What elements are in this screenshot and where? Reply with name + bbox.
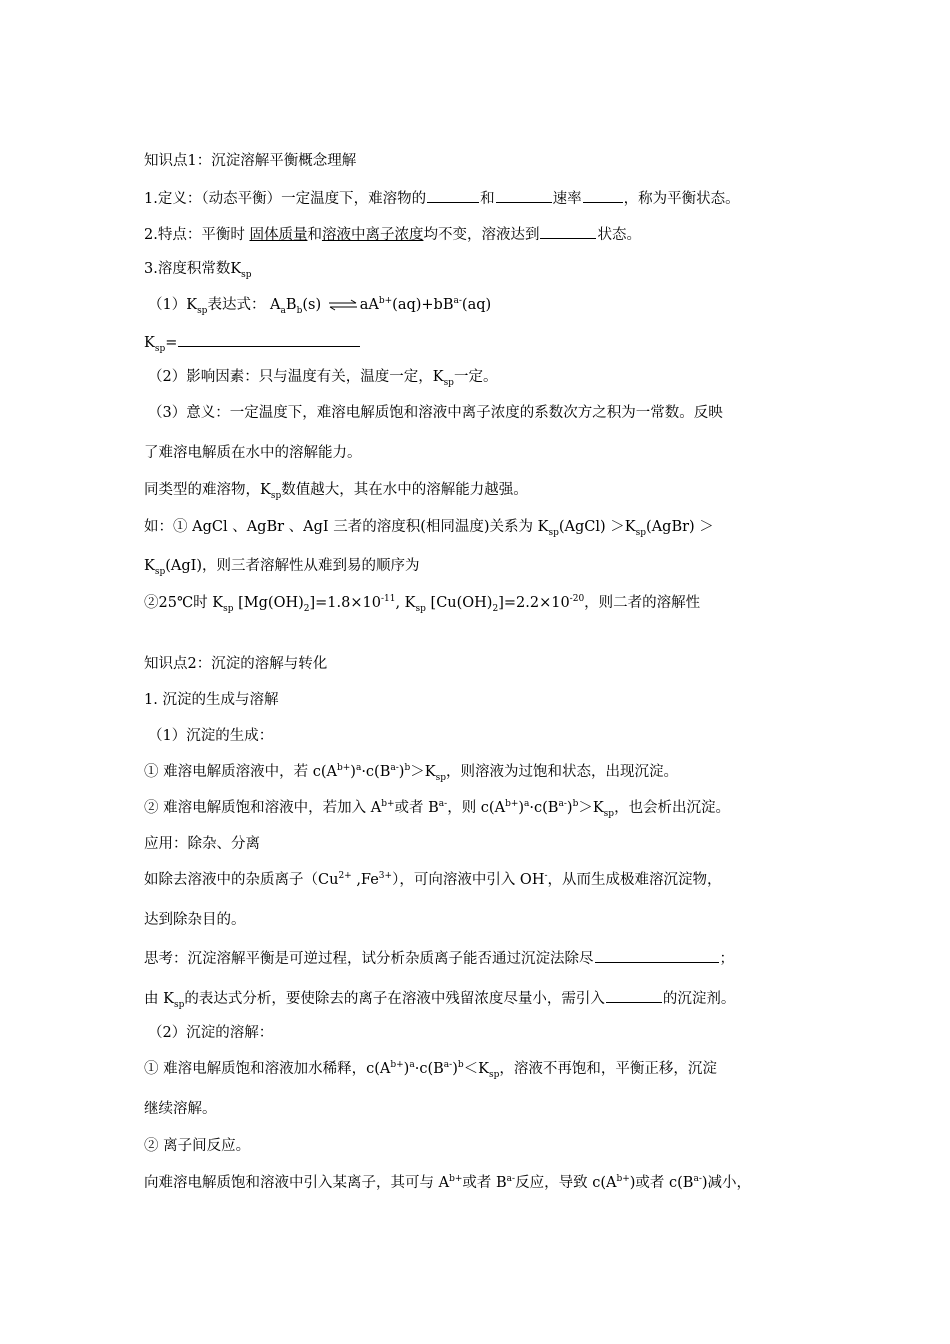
- kp1-title: 知识点1：沉淀溶解平衡概念理解: [144, 153, 357, 169]
- feature-line: 2.特点：平衡时 固体质量和溶液中离子浓度均不变，溶液达到 状态。: [144, 223, 641, 245]
- generation-heading: （1）沉淀的生成：: [148, 728, 274, 744]
- fill-blank[interactable]: [427, 187, 479, 203]
- think-line: 思考：沉淀溶解平衡是可逆过程，试分析杂质离子能否通过沉淀法除尽 ；: [144, 947, 734, 969]
- fill-blank[interactable]: [606, 987, 662, 1003]
- fill-blank[interactable]: [540, 223, 596, 239]
- dissolution-item-3: 向难溶电解质饱和溶液中引入某离子，其可与 $A^{b+}$或者 $B^{a-}$反应，导致 $c(A^{b+})$或者 $c(B^{a-})$减小，: [144, 1174, 752, 1191]
- section-1-heading: 1. 沉淀的生成与溶解: [144, 692, 279, 708]
- factor-line: （2）影响因素：只与温度有关，温度一定，$K_{sp}$一定。: [148, 369, 498, 388]
- generation-item-1: ① 难溶电解质溶液中，若 $c(A^{b+})^a\cdot c(B^{a-})^b>K_{sp}$，则溶液为过饱和状态，出现沉淀。: [144, 763, 678, 783]
- example-1-line: 如：① AgCl 、AgBr 、AgI 三者的溶度积(相同温度)关系为 $K_{sp}(AgCl)$ $>K_{sp}(AgBr)$ ＞: [144, 519, 714, 538]
- example-2-line: ②25℃时 $K_{sp}$ $[Mg(OH)_2]=1.8\times 10^{-11}$, $K_{sp}$ $[Cu(OH)_2]=2.2\times 10^{-20}$，则二者的溶解性: [144, 594, 701, 614]
- application-line: 应用：除杂、分离: [144, 836, 260, 852]
- meaning-line-2: 了难溶电解质在水中的溶解能力。: [144, 445, 362, 461]
- kp2-title: 知识点2：沉淀的溶解与转化: [144, 656, 328, 672]
- fill-blank[interactable]: [178, 331, 360, 347]
- ksp-equals-line: $K_{sp}=$: [144, 331, 361, 353]
- generation-item-2: ② 难溶电解质饱和溶液中，若加入 $A^{b+}$或者 $B^{a-}$，则 $c(A^{b+})^a\cdot c(B^{a-})^b>K_{sp}$，也会析出沉淀。: [144, 799, 731, 819]
- dissolution-item-2: ② 离子间反应。: [144, 1138, 251, 1154]
- same-type-line: 同类型的难溶物，$K_{sp}$数值越大，其在水中的溶解能力越强。: [144, 482, 528, 501]
- dissolution-heading: （2）沉淀的溶解：: [148, 1025, 274, 1041]
- ksp-expression-line: $(1)K_{sp}$表达式： $A_aB_b(s)$ $aA^{b+}(aq)+bB^{a-}(aq)$: [148, 296, 492, 316]
- dissolution-item-1b: 继续溶解。: [144, 1101, 217, 1117]
- remove-impurity-line-2: 达到除杂目的。: [144, 912, 246, 928]
- remove-impurity-line: 如除去溶液中的杂质离子（$Cu^{2+}$ $,Fe^{3+}$），可向溶液中引入 OH-，从而生成极难溶沉淀物，: [144, 871, 722, 888]
- fill-blank[interactable]: [595, 947, 719, 963]
- ksp-analysis-line: 由 $K_{sp}$的表达式分析，要使除去的离子在溶液中残留浓度尽量小，需引入 的沉淀剂。: [144, 987, 735, 1009]
- definition-line: 1.定义：（动态平衡）一定温度下，难溶物的 和 速率 ，称为平衡状态。: [144, 187, 740, 209]
- meaning-line-1: （3）意义：一定温度下，难溶电解质饱和溶液中离子浓度的系数次方之积为一常数。反映: [148, 405, 723, 421]
- fill-blank[interactable]: [496, 187, 552, 203]
- fill-blank[interactable]: [583, 187, 623, 203]
- ksp-heading: 3.溶度积常数$K_{sp}$: [144, 261, 252, 280]
- dissolution-item-1: ① 难溶电解质饱和溶液加水稀释，$c(A^{b+})^a\cdot c(B^{a-})^b<K_{sp}$，溶液不再饱和，平衡正移，沉淀: [144, 1060, 717, 1080]
- example-1b-line: $K_{sp}(AgI)$，则三者溶解性从难到易的顺序为: [144, 558, 420, 577]
- equilibrium-arrow-icon: [328, 299, 358, 311]
